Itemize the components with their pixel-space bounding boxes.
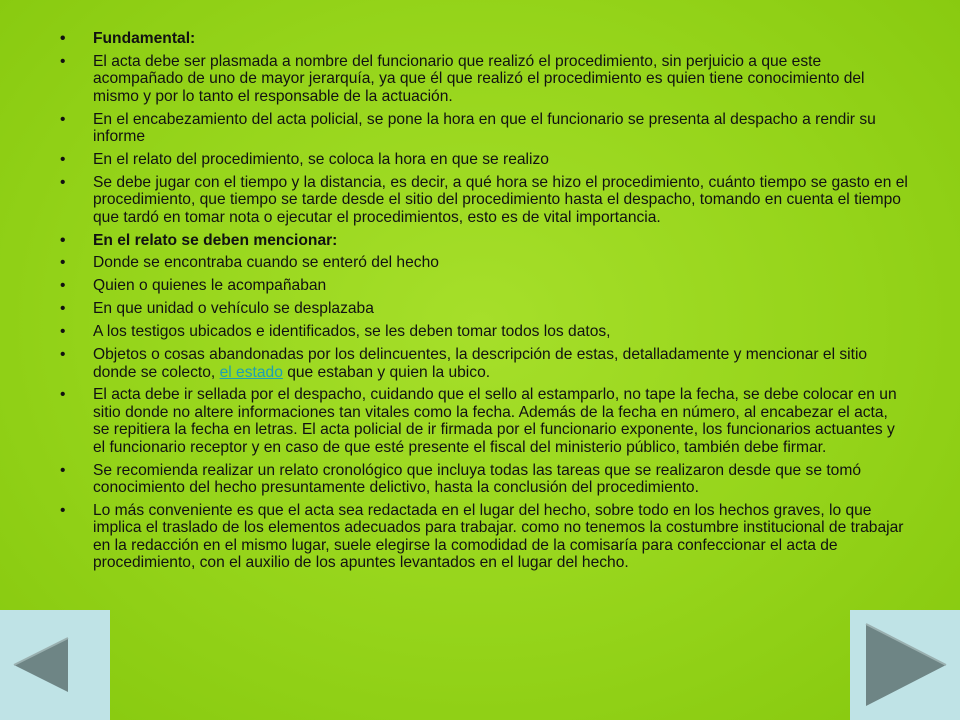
list-item: [58, 53, 908, 105]
list-item: [58, 30, 908, 47]
list-item: [58, 232, 908, 249]
bullet-text: Se debe jugar con el tiempo y la distancia, es decir, a qué hora se hizo el procedimiento, cuánto tiempo se gasto en el procedimiento, que tiempo se tarde desde el sitio del procedimiento hasta el despacho, tomando en cuenta el tiempo que tardó en tomar nota o ejecutar el procedimientos, esto es de vital importancia.: [93, 173, 908, 226]
bullet-text: que estaban y quien la ubico.: [282, 363, 491, 381]
list-item: [58, 277, 908, 294]
bullet-text: En el relato se deben mencionar:: [93, 231, 338, 249]
list-item: [58, 346, 908, 381]
bullet-text: Objetos o cosas abandonadas por los delincuentes, la descripción de estas, detalladamente y mencionar el sitio donde se colecto,: [93, 346, 868, 381]
list-item: [58, 300, 908, 317]
list-item: [58, 462, 908, 497]
bullet-text: El acta debe ir sellada por el despacho, cuidando que el sello al estamparlo, no tape la fecha, se debe colocar en un sitio donde no altere informaciones tan vitales como la fecha. Además de la fecha en número, al encabezar el acta, se repitiera la fecha en letras. El acta policial de ir firmada por el funcionario exponente, los funcionarios actuantes y el funcionario receptor y en caso de que esté presente el fiscal del ministerio público, también debe firmar.: [93, 386, 897, 456]
bullet-text: En que unidad o vehículo se desplazaba: [93, 300, 374, 318]
previous-slide-button[interactable]: [0, 610, 110, 720]
bullet-text: Lo más conveniente es que el acta sea redactada en el lugar del hecho, sobre todo en los hechos graves, lo que implica el traslado de los elementos adecuados para trabajar. como no tenemos la costumbre institucional de trabajar en la redacción en el mismo lugar, suele elegirse la comodidad de la comisaría para confeccionar el acta de procedimiento, con el auxilio de los apuntes levantados en el lugar del hecho.: [93, 501, 904, 572]
list-item: [58, 502, 908, 572]
list-item: [58, 151, 908, 168]
next-slide-button[interactable]: [850, 610, 960, 720]
bullet-text: En el encabezamiento del acta policial, se pone la hora en que el funcionario se presenta al despacho a rendir su informe: [93, 110, 876, 146]
bullet-text: El acta debe ser plasmada a nombre del funcionario que realizó el procedimiento, sin perjuicio a que este acompañado de uno de mayor jerarquía, ya que él que realizó el procedimiento es quien tiene conocimiento del mismo y por lo tanto el responsable de la actuación.: [93, 52, 865, 105]
list-item: [58, 386, 908, 456]
bullet-text: Donde se encontraba cuando se enteró del hecho: [93, 254, 439, 272]
bullet-text: Quien o quienes le acompañaban: [93, 277, 327, 295]
bullet-text: En el relato del procedimiento, se coloca la hora en que se realizo: [93, 150, 549, 168]
list-item: [58, 323, 908, 340]
el-estado-link[interactable]: el estado: [219, 363, 283, 381]
right-triangle-arrow-icon: [850, 610, 960, 720]
list-item: [58, 254, 908, 271]
list-item: [58, 111, 908, 146]
left-triangle-arrow-icon: [0, 610, 110, 720]
slide-content: [58, 30, 908, 577]
bullet-list: [58, 30, 908, 571]
bullet-text: Se recomienda realizar un relato cronológico que incluya todas las tareas que se realizaron desde que se tomó conocimiento del hecho presuntamente delictivo, hasta la conclusión del procedimiento.: [93, 461, 862, 496]
bullet-text: Fundamental:: [93, 30, 196, 47]
bullet-text: A los testigos ubicados e identificados, se les deben tomar todos los datos,: [93, 323, 611, 341]
list-item: [58, 174, 908, 226]
